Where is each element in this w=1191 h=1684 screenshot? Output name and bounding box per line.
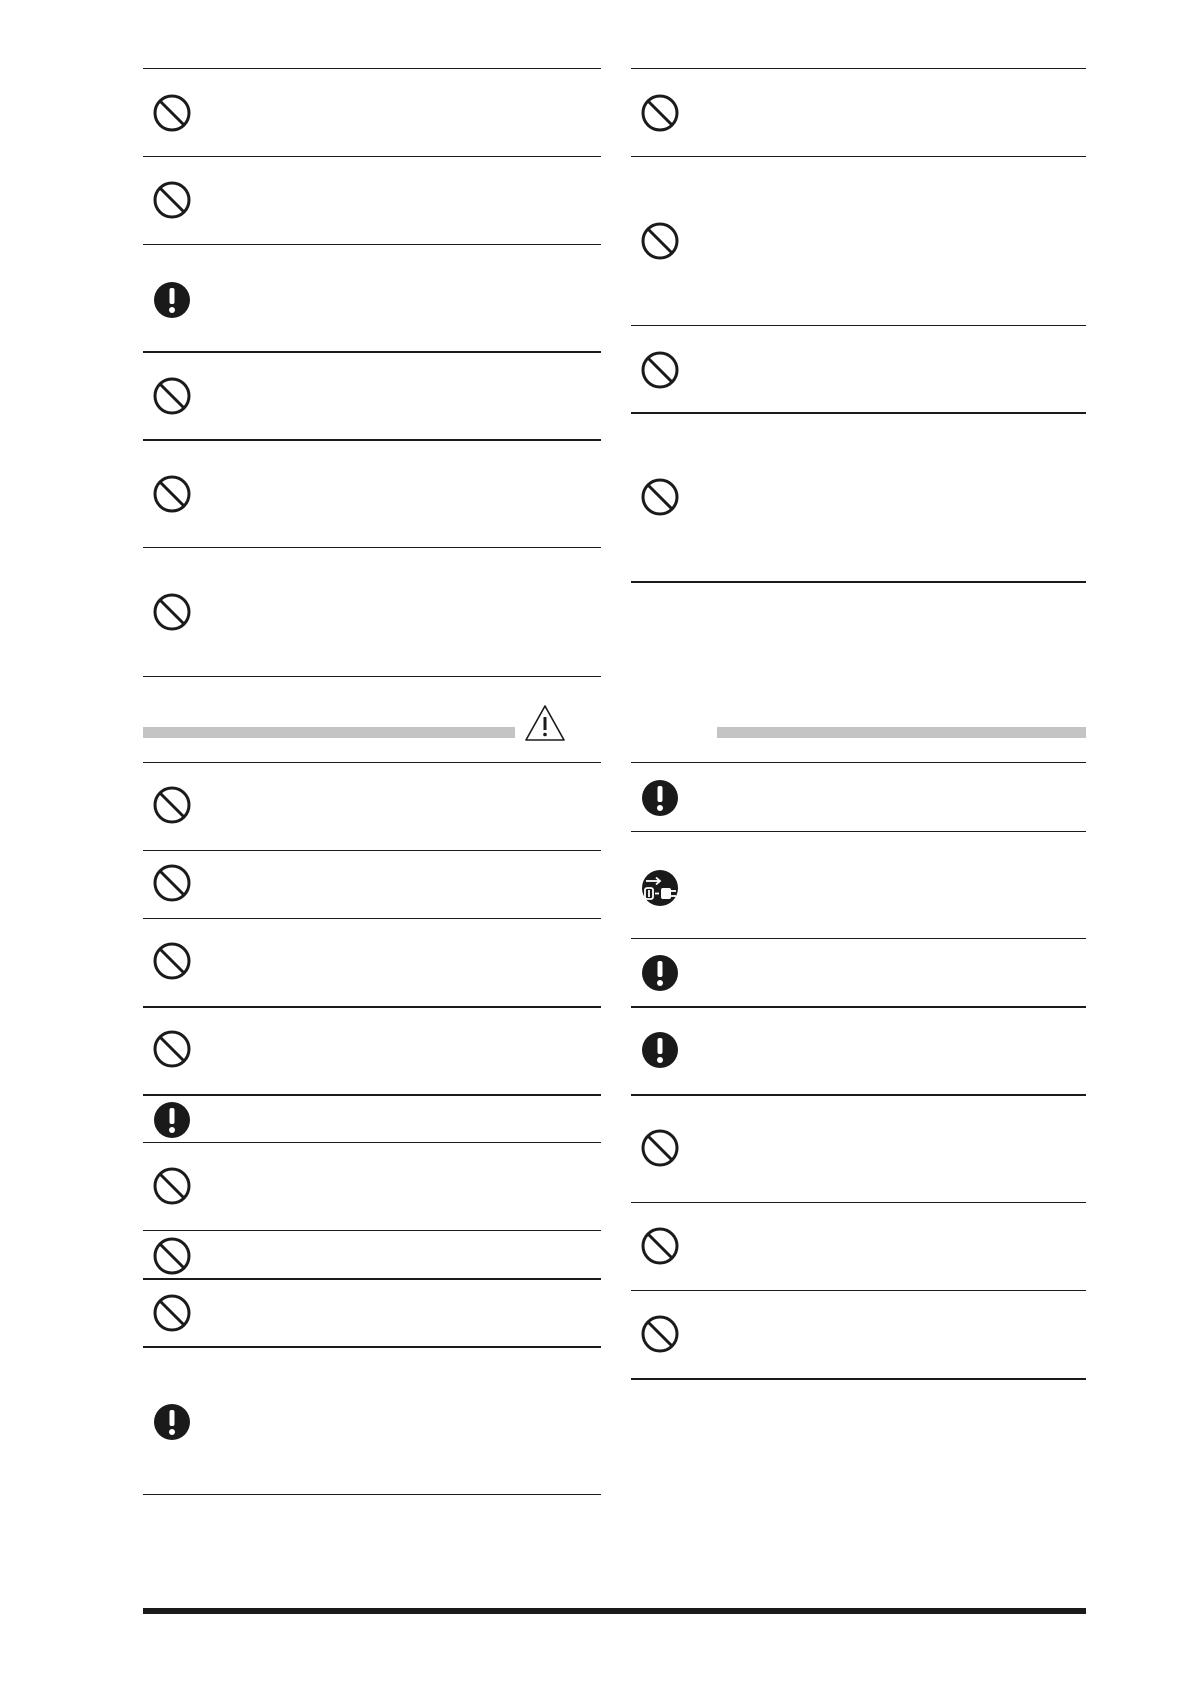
divider bbox=[143, 676, 601, 677]
divider bbox=[631, 1290, 1086, 1291]
prohibition-icon bbox=[152, 1029, 192, 1069]
divider bbox=[143, 762, 601, 763]
divider bbox=[631, 68, 1086, 69]
prohibition-icon bbox=[152, 941, 192, 981]
divider bbox=[143, 1278, 601, 1280]
mandatory-action-icon bbox=[152, 1402, 192, 1442]
divider bbox=[631, 1094, 1086, 1096]
prohibition-icon bbox=[152, 180, 192, 220]
divider bbox=[143, 1230, 601, 1231]
divider bbox=[143, 1094, 601, 1096]
prohibition-icon bbox=[152, 1236, 192, 1276]
prohibition-icon bbox=[640, 1128, 680, 1168]
unplug-icon bbox=[640, 868, 680, 908]
divider bbox=[143, 351, 601, 353]
divider bbox=[631, 1378, 1086, 1380]
prohibition-icon bbox=[640, 1314, 680, 1354]
divider bbox=[631, 325, 1086, 326]
divider bbox=[631, 831, 1086, 832]
header-bar bbox=[717, 727, 1086, 738]
divider bbox=[143, 1142, 601, 1143]
prohibition-icon bbox=[152, 785, 192, 825]
divider bbox=[631, 762, 1086, 763]
prohibition-icon bbox=[640, 221, 680, 261]
divider bbox=[143, 918, 601, 919]
divider bbox=[143, 68, 601, 69]
prohibition-icon bbox=[152, 1293, 192, 1333]
prohibition-icon bbox=[640, 1226, 680, 1266]
mandatory-action-icon bbox=[152, 1100, 192, 1140]
prohibition-icon bbox=[640, 93, 680, 133]
divider bbox=[143, 439, 601, 441]
divider bbox=[143, 547, 601, 548]
prohibition-icon bbox=[152, 376, 192, 416]
prohibition-icon bbox=[152, 863, 192, 903]
divider bbox=[143, 244, 601, 245]
mandatory-action-icon bbox=[640, 778, 680, 818]
divider bbox=[631, 1006, 1086, 1008]
prohibition-icon bbox=[152, 1166, 192, 1206]
divider bbox=[143, 1006, 601, 1008]
divider bbox=[631, 156, 1086, 157]
prohibition-icon bbox=[152, 93, 192, 133]
divider bbox=[143, 156, 601, 157]
mandatory-action-icon bbox=[640, 1030, 680, 1070]
mandatory-action-icon bbox=[640, 953, 680, 993]
prohibition-icon bbox=[640, 477, 680, 517]
divider bbox=[631, 1202, 1086, 1203]
divider bbox=[143, 1346, 601, 1348]
prohibition-icon bbox=[152, 592, 192, 632]
divider bbox=[631, 412, 1086, 414]
prohibition-icon bbox=[152, 474, 192, 514]
footer-rule bbox=[143, 1608, 1086, 1614]
header-bar bbox=[143, 727, 515, 738]
divider bbox=[631, 938, 1086, 939]
mandatory-action-icon bbox=[152, 280, 192, 320]
divider bbox=[631, 581, 1086, 583]
divider bbox=[143, 1494, 601, 1495]
warning-triangle-icon bbox=[524, 704, 566, 742]
prohibition-icon bbox=[640, 350, 680, 390]
divider bbox=[143, 850, 601, 851]
